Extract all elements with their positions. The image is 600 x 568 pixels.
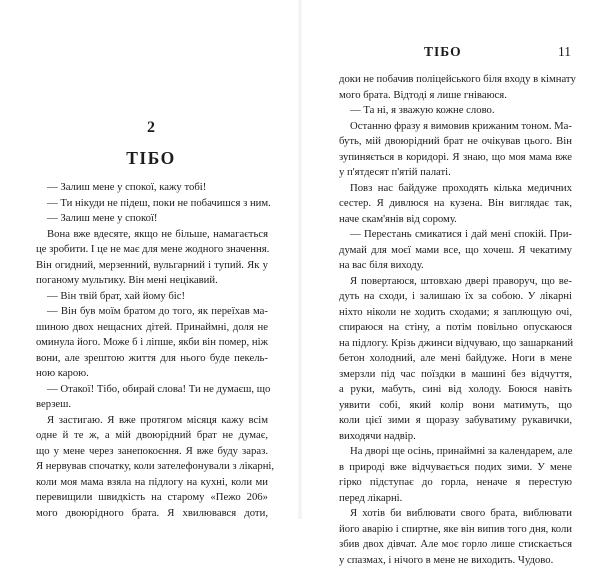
text-line: збив двох дівчат. Але моє горло лише стискається <box>339 537 572 553</box>
text-line: — Залиш мене у спокої! <box>36 211 268 227</box>
running-head <box>300 44 600 64</box>
text-line: — Отакої! Тібо, обирай слова! Ти не думаєш, що <box>36 382 268 398</box>
text-line: Я хотів би виблювати свого брата, виблювати <box>339 506 572 522</box>
text-line: а руки, мабуть, сині від холоду. Боюся навіть <box>339 382 572 398</box>
right-page-text <box>339 72 572 568</box>
text-line: — Перестань смикатися і дай мені спокій. При- <box>339 227 572 243</box>
text-line: Я нервував спочатку, коли зателефонували з лікарні, <box>36 459 268 475</box>
text-line: дуть на сходи, і залишаю їх за собою. У лікарні <box>339 289 572 305</box>
left-page <box>0 0 300 519</box>
text-line: перевищили швидкість на старому «Пежо 206» <box>36 490 268 506</box>
text-line: коли моя мама взяла на підлогу на кухні, коли ми <box>36 475 268 491</box>
text-line: виходячи надвір. <box>339 429 572 445</box>
text-line: Я застигаю. Я вже протягом місяця кажу всім <box>36 413 268 429</box>
text-line: доки не побачив поліцейського біля входу в кімнату <box>339 72 572 88</box>
text-line: оминула його. Може б і ліпше, якби він помер, ніж <box>36 335 268 351</box>
text-line: мого брата. Відтоді я лише гніваюся. <box>339 88 572 104</box>
text-line: вони, але зрештою життя для нього буде пекель- <box>36 351 268 367</box>
text-line: це зробити. І це не має для мене жодного значення. <box>36 242 268 258</box>
text-line: ною карою. <box>36 366 268 382</box>
text-line: на підлогу. Крізь джинси відчуваю, що зашарканий <box>339 336 572 352</box>
text-line: думай для моєї мами все, що хочеш. Я чекатиму <box>339 243 572 259</box>
text-line: — Він був моїм братом до того, як переїхав ма- <box>36 304 268 320</box>
text-line: — Та ні, я зважую кожне слово. <box>339 103 572 119</box>
right-page <box>300 0 600 519</box>
text-line: уявити собі, який колір вони матимуть, що <box>339 398 572 414</box>
text-line: що у мене через занепокоєння. Я вже буду зараз. <box>36 444 268 460</box>
text-line: в природі вже відчувається подих зими. У мене <box>339 460 572 476</box>
text-line: змерзли під час поїздки в машині без відчуття, <box>339 367 572 383</box>
chapter-number: 2 <box>40 119 262 137</box>
text-line: Повз нас байдуже проходять кілька медичних <box>339 181 572 197</box>
text-line: наче скам'янів від сорому. <box>339 212 572 228</box>
text-line: — Він твій брат, хай йому біс! <box>36 289 268 305</box>
text-line: поганому мультику. Він мені нецікавий. <box>36 273 268 289</box>
text-line: Вона вже вдесяте, якщо не більше, намагається <box>36 227 268 243</box>
text-line: коли цієї зими я щоразу забуватиму рукавички, <box>339 413 572 429</box>
text-line: — Залиш мене у спокої, кажу тобі! <box>36 180 268 196</box>
text-line: шиною двох нещасних дітей. Принаймні, доля не <box>36 320 268 336</box>
text-line: — Ти нікуди не підеш, поки не побачишся з ним. <box>36 196 268 212</box>
text-line: На дворі ще осінь, принаймні за календарем, але <box>339 444 572 460</box>
text-line: верзеш. <box>36 397 268 413</box>
text-line: мого двоюрідного брата. Я хвилювався доти, <box>36 506 268 522</box>
text-line: буть, мій двоюрідний брат не очікував цього. Він <box>339 134 572 150</box>
text-line: сестер. Я дивлюся на кузена. Він виглядає так, <box>339 196 572 212</box>
text-line: перед лікарні. <box>339 491 572 507</box>
text-line: одне й те ж, а мій двоюрідний брат не думає, <box>36 428 268 444</box>
text-line: у п'ятдесят п'ятій палаті. <box>339 165 572 181</box>
text-line: на вас біля виходу. <box>339 258 572 274</box>
page-number: 11 <box>558 44 571 60</box>
text-line: Останню фразу я вимовив крижаним тоном. Ма- <box>339 119 572 135</box>
text-line: бетон холодний, але мені байдуже. Ноги в мене <box>339 351 572 367</box>
text-line: спираюся на стіну, а потім повільно опускаюся <box>339 320 572 336</box>
chapter-title: ТІБО <box>40 148 262 169</box>
left-page-text <box>36 180 268 521</box>
text-line: у спазмах, і нічого в мене не виходить. Чудово. <box>339 553 572 568</box>
text-line: гірко підступає до горла, неначе я перестую <box>339 475 572 491</box>
running-title: ТІБО <box>424 44 462 60</box>
text-line: Я повертаюся, штовхаю двері праворуч, що ве- <box>339 274 572 290</box>
text-line: зупиняється в коридорі. Я знаю, що моя мама вже <box>339 150 572 166</box>
text-line: ніхто ніколи не ходить сходами; я заплющую очі, <box>339 305 572 321</box>
text-line: Він огидний, мерзенний, вульгарний і тупий. Як у <box>36 258 268 274</box>
text-line: його аварію і спиртне, яке він випив того дня, коли <box>339 522 572 538</box>
